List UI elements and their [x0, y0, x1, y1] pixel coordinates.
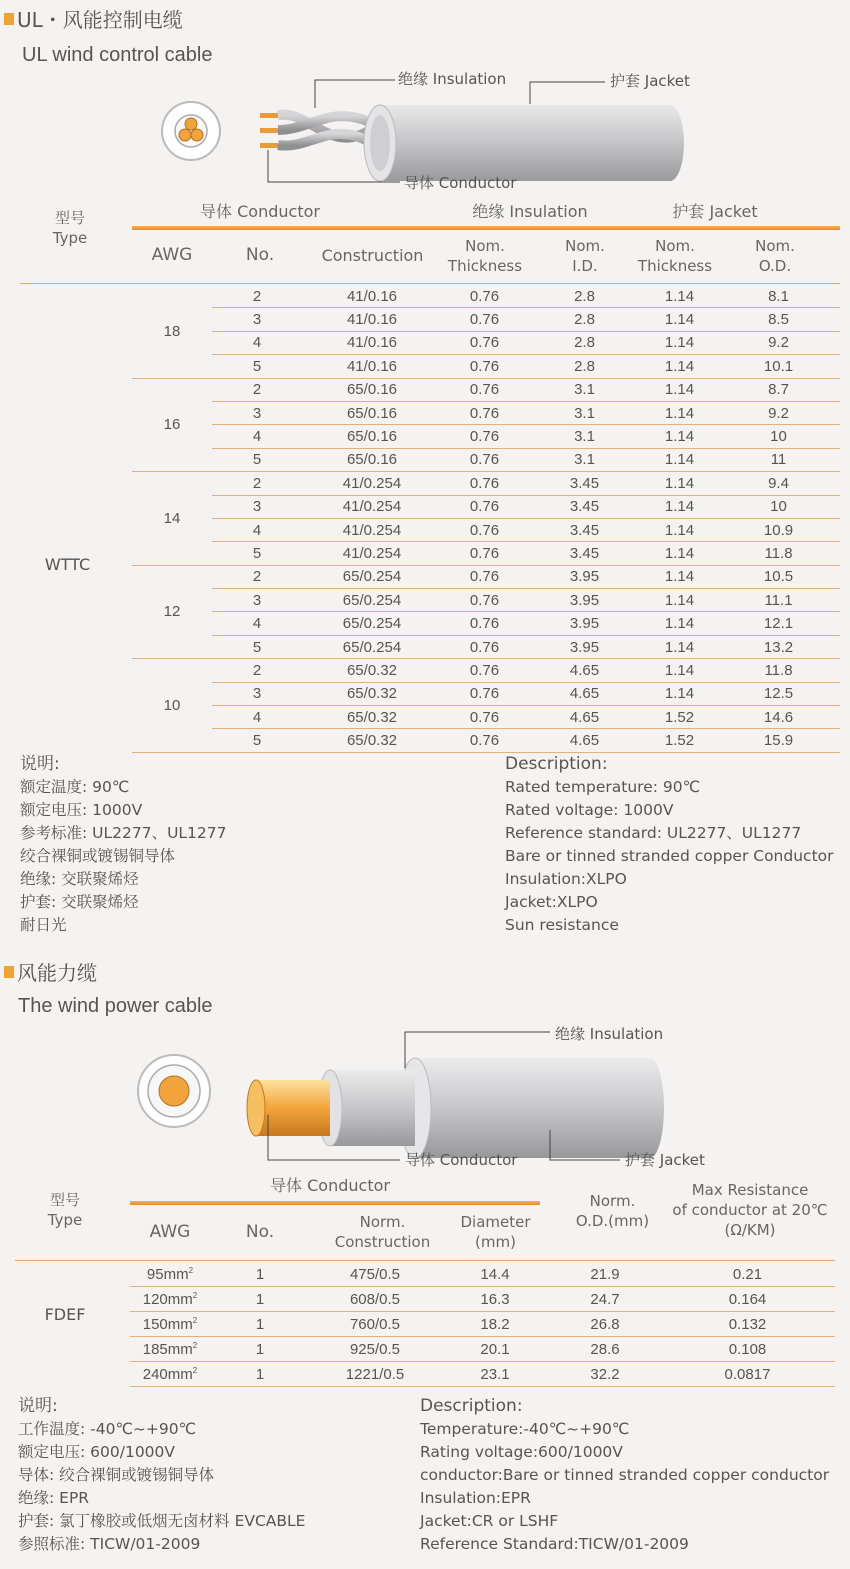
table-row — [132, 542, 840, 565]
ins-id-cell: 3.1 — [527, 448, 642, 471]
t1-jk-thickness-l2: Thickness — [637, 257, 713, 275]
no-cell: 1 — [210, 1287, 310, 1312]
ins-thick-cell: 0.76 — [442, 355, 527, 378]
ins-thick-cell: 0.76 — [442, 308, 527, 331]
od-cell: 8.5 — [717, 308, 840, 331]
diameter-cell: 20.1 — [440, 1337, 550, 1362]
ins-thick-cell: 0.76 — [442, 495, 527, 518]
od-cell: 10.9 — [717, 518, 840, 541]
od-cell: 11.8 — [717, 542, 840, 565]
construction-cell: 41/0.254 — [302, 472, 442, 495]
no-cell: 5 — [212, 355, 302, 378]
t1-ins-thickness-l1: Nom. — [465, 237, 505, 255]
od-cell: 21.9 — [550, 1262, 660, 1287]
note-line: conductor:Bare or tinned stranded copper conductor — [420, 1466, 830, 1484]
note-line: 额定电压: 600/1000V — [18, 1443, 176, 1461]
ins-id-cell: 3.45 — [527, 495, 642, 518]
ins-thick-cell: 0.76 — [442, 378, 527, 401]
awg-cell — [130, 1262, 210, 1287]
note-line: Jacket:XLPO — [505, 893, 598, 911]
t2-res-l3: (Ω/KM) — [724, 1221, 776, 1239]
ins-thick-cell: 0.76 — [442, 518, 527, 541]
diagram2-jacket-label: 护套 Jacket — [625, 1151, 705, 1169]
note-line: 参照标准: TICW/01-2009 — [18, 1535, 201, 1553]
ins-id-cell: 2.8 — [527, 355, 642, 378]
t1-insulation-group: 绝缘 Insulation — [472, 202, 588, 221]
note-line: Reference standard: UL2277、UL1277 — [505, 824, 802, 842]
ins-id-cell: 3.45 — [527, 472, 642, 495]
awg-cell — [130, 1362, 210, 1387]
construction-cell: 41/0.16 — [302, 285, 442, 308]
ins-thick-cell: 0.76 — [442, 729, 527, 752]
note-line: Rated voltage: 1000V — [505, 801, 674, 819]
jk-thick-cell: 1.14 — [642, 518, 717, 541]
no-cell: 4 — [212, 612, 302, 635]
ins-thick-cell: 0.76 — [442, 706, 527, 729]
od-cell: 9.2 — [717, 331, 840, 354]
t2-diameter-header — [448, 1212, 543, 1252]
res-cell: 0.21 — [660, 1262, 835, 1287]
t1-ins-id-header — [545, 236, 625, 276]
table-row — [130, 1312, 835, 1337]
t2-od-l1: Norm. — [589, 1192, 636, 1210]
t1-type-value: WTTC — [44, 555, 91, 574]
od-cell: 12.1 — [717, 612, 840, 635]
od-cell: 11 — [717, 448, 840, 471]
table-row — [132, 682, 840, 705]
no-cell: 2 — [212, 659, 302, 682]
t2-type-value: FDEF — [44, 1305, 86, 1324]
od-cell: 8.7 — [717, 378, 840, 401]
table-row — [132, 612, 840, 635]
construction-cell: 65/0.16 — [302, 448, 442, 471]
construction-cell: 41/0.16 — [302, 308, 442, 331]
od-cell: 11.1 — [717, 589, 840, 612]
t1-type-en: Type — [52, 229, 88, 247]
no-cell: 5 — [212, 448, 302, 471]
t1-type-header — [30, 208, 110, 248]
awg-superscript: 2 — [188, 1265, 194, 1275]
multi-core-cross-section-icon — [160, 100, 222, 162]
jk-thick-cell: 1.14 — [642, 331, 717, 354]
no-cell: 2 — [212, 378, 302, 401]
t1-construction-header: Construction — [321, 246, 424, 265]
construction-cell: 65/0.32 — [302, 706, 442, 729]
section2-title — [4, 957, 97, 986]
table-row — [132, 378, 840, 401]
notes-zh-heading: 说明: — [20, 754, 60, 774]
note-line: 导体: 绞合裸铜或镀锡铜导体 — [18, 1466, 215, 1484]
awg-cell: 12 — [132, 565, 212, 659]
note-line: 护套: 氯丁橡胶或低烟无卤材料 EVCABLE — [18, 1512, 306, 1530]
note-line: Rating voltage:600/1000V — [420, 1443, 623, 1461]
awg-value: 150mm — [142, 1315, 193, 1333]
t1-jk-thickness-header — [625, 236, 725, 276]
t1-jk-thickness-l1: Nom. — [655, 237, 695, 255]
table-row — [132, 706, 840, 729]
jk-thick-cell: 1.14 — [642, 612, 717, 635]
t2-resistance-header — [660, 1180, 840, 1240]
note-line: Rated temperature: 90℃ — [505, 778, 701, 796]
ins-thick-cell: 0.76 — [442, 589, 527, 612]
construction-cell: 41/0.16 — [302, 331, 442, 354]
construction-cell: 608/0.5 — [310, 1287, 440, 1312]
table-row — [132, 635, 840, 658]
table-row — [132, 331, 840, 354]
no-cell: 1 — [210, 1312, 310, 1337]
t1-awg-header: AWG — [151, 245, 193, 265]
section2-subtitle: The wind power cable — [18, 995, 213, 1017]
awg-cell — [130, 1312, 210, 1337]
res-cell: 0.108 — [660, 1337, 835, 1362]
note-line: 参考标准: UL2277、UL1277 — [20, 824, 227, 842]
t1-type-zh: 型号 — [54, 209, 85, 227]
t2-construction-l2: Construction — [334, 1233, 431, 1251]
no-cell: 4 — [212, 425, 302, 448]
jk-thick-cell: 1.52 — [642, 706, 717, 729]
diameter-cell: 23.1 — [440, 1362, 550, 1387]
jk-thick-cell: 1.14 — [642, 589, 717, 612]
ins-id-cell: 3.45 — [527, 518, 642, 541]
construction-cell: 475/0.5 — [310, 1262, 440, 1287]
construction-cell: 41/0.254 — [302, 518, 442, 541]
note-line: 额定电压: 1000V — [20, 801, 143, 819]
no-cell: 4 — [212, 706, 302, 729]
table-row — [132, 495, 840, 518]
ins-thick-cell: 0.76 — [442, 635, 527, 658]
notes-en-heading: Description: — [420, 1396, 523, 1416]
construction-cell: 65/0.254 — [302, 589, 442, 612]
od-cell: 10 — [717, 425, 840, 448]
t1-jk-od-l1: Nom. — [755, 237, 795, 255]
table-row — [132, 729, 840, 752]
table-row — [130, 1262, 835, 1287]
construction-cell: 65/0.32 — [302, 729, 442, 752]
t2-construction-l1: Norm. — [359, 1213, 406, 1231]
note-line: 工作温度: -40℃~+90℃ — [18, 1420, 196, 1438]
diameter-cell: 16.3 — [440, 1287, 550, 1312]
construction-cell: 65/0.16 — [302, 425, 442, 448]
t2-header-bottom-rule — [15, 1260, 835, 1261]
od-cell: 28.6 — [550, 1337, 660, 1362]
no-cell: 1 — [210, 1362, 310, 1387]
t2-construction-header — [320, 1212, 445, 1252]
ins-id-cell: 4.65 — [527, 706, 642, 729]
t1-header-bottom-rule — [20, 283, 840, 284]
jk-thick-cell: 1.14 — [642, 401, 717, 424]
note-line: Jacket:CR or LSHF — [420, 1512, 559, 1530]
ins-id-cell: 2.8 — [527, 285, 642, 308]
jk-thick-cell: 1.14 — [642, 308, 717, 331]
t1-jk-od-l2: O.D. — [758, 257, 792, 275]
ins-id-cell: 3.95 — [527, 565, 642, 588]
ins-id-cell: 3.95 — [527, 589, 642, 612]
construction-cell: 65/0.254 — [302, 565, 442, 588]
od-cell: 8.1 — [717, 285, 840, 308]
od-cell: 9.4 — [717, 472, 840, 495]
jk-thick-cell: 1.14 — [642, 495, 717, 518]
section1-title — [4, 4, 183, 33]
ins-thick-cell: 0.76 — [442, 425, 527, 448]
od-cell: 10 — [717, 495, 840, 518]
construction-cell: 65/0.254 — [302, 635, 442, 658]
ins-id-cell: 3.1 — [527, 401, 642, 424]
od-cell: 10.1 — [717, 355, 840, 378]
construction-cell: 65/0.254 — [302, 612, 442, 635]
ins-thick-cell: 0.76 — [442, 331, 527, 354]
t2-diameter-l1: Diameter — [460, 1213, 531, 1231]
note-line: Sun resistance — [505, 916, 619, 934]
construction-cell: 41/0.16 — [302, 355, 442, 378]
section1-notes-en — [505, 753, 834, 937]
t2-type-zh: 型号 — [49, 1191, 80, 1209]
awg-superscript: 2 — [192, 1365, 198, 1375]
t2-res-l2: of conductor at 20℃ — [672, 1201, 828, 1219]
no-cell: 5 — [212, 729, 302, 752]
od-cell: 15.9 — [717, 729, 840, 752]
jk-thick-cell: 1.52 — [642, 729, 717, 752]
ins-thick-cell: 0.76 — [442, 285, 527, 308]
awg-cell: 16 — [132, 378, 212, 472]
notes-en-heading: Description: — [505, 754, 608, 774]
note-line: 绞合裸铜或镀锡铜导体 — [20, 847, 176, 865]
table-row — [132, 659, 840, 682]
section1-notes-zh — [20, 753, 227, 937]
jk-thick-cell: 1.14 — [642, 472, 717, 495]
t1-ins-thickness-header — [435, 236, 535, 276]
ins-thick-cell: 0.76 — [442, 659, 527, 682]
diagram1-jacket-label: 护套 Jacket — [610, 72, 690, 90]
jk-thick-cell: 1.14 — [642, 635, 717, 658]
ins-id-cell: 3.1 — [527, 378, 642, 401]
awg-cell: 14 — [132, 472, 212, 566]
ins-thick-cell: 0.76 — [442, 565, 527, 588]
construction-cell: 925/0.5 — [310, 1337, 440, 1362]
od-cell: 9.2 — [717, 401, 840, 424]
no-cell: 2 — [212, 472, 302, 495]
notes-zh-heading: 说明: — [18, 1396, 58, 1416]
ins-id-cell: 3.95 — [527, 612, 642, 635]
title-marker-icon — [4, 966, 14, 978]
note-line: 绝缘: 交联聚烯烃 — [20, 870, 139, 888]
diagram2-insulation-label: 绝缘 Insulation — [555, 1025, 664, 1043]
section1-title-text: UL・风能控制电缆 — [17, 8, 183, 32]
no-cell: 4 — [212, 518, 302, 541]
note-line: Temperature:-40℃~+90℃ — [420, 1420, 630, 1438]
ins-thick-cell: 0.76 — [442, 472, 527, 495]
jk-thick-cell: 1.14 — [642, 285, 717, 308]
construction-cell: 760/0.5 — [310, 1312, 440, 1337]
t2-awg-header: AWG — [149, 1222, 191, 1242]
od-cell: 32.2 — [550, 1362, 660, 1387]
res-cell: 0.164 — [660, 1287, 835, 1312]
t1-ins-thickness-l2: Thickness — [447, 257, 523, 275]
t2-type-en: Type — [47, 1211, 83, 1229]
no-cell: 3 — [212, 682, 302, 705]
table-row — [132, 425, 840, 448]
od-cell: 24.7 — [550, 1287, 660, 1312]
no-cell: 3 — [212, 308, 302, 331]
note-line: 耐日光 — [20, 916, 67, 934]
note-line: Insulation:EPR — [420, 1489, 531, 1507]
t2-res-l1: Max Resistance — [691, 1181, 809, 1199]
t1-jk-od-header — [735, 236, 815, 276]
no-cell: 4 — [212, 331, 302, 354]
od-cell: 11.8 — [717, 659, 840, 682]
section2-notes-en — [420, 1395, 829, 1556]
t2-od-header — [570, 1191, 655, 1231]
no-cell: 3 — [212, 401, 302, 424]
t1-no-header: No. — [245, 245, 275, 265]
awg-value: 185mm — [142, 1340, 193, 1358]
table-row — [130, 1362, 835, 1387]
wind-control-cable-table — [132, 285, 840, 753]
table-row — [132, 448, 840, 471]
wind-power-cable-table — [130, 1262, 835, 1387]
t2-conductor-group: 导体 Conductor — [270, 1176, 390, 1195]
table-row — [132, 285, 840, 308]
construction-cell: 1221/0.5 — [310, 1362, 440, 1387]
ins-id-cell: 2.8 — [527, 308, 642, 331]
note-line: 绝缘: EPR — [18, 1489, 90, 1507]
ins-id-cell: 3.1 — [527, 425, 642, 448]
construction-cell: 65/0.32 — [302, 682, 442, 705]
jk-thick-cell: 1.14 — [642, 659, 717, 682]
section2-notes-zh — [18, 1395, 305, 1556]
t1-conductor-group: 导体 Conductor — [200, 202, 320, 221]
no-cell: 2 — [212, 285, 302, 308]
t1-header-rule — [132, 226, 840, 230]
jk-thick-cell: 1.14 — [642, 448, 717, 471]
construction-cell: 41/0.254 — [302, 542, 442, 565]
table-row — [132, 589, 840, 612]
table-row — [132, 472, 840, 495]
construction-cell: 65/0.32 — [302, 659, 442, 682]
ins-id-cell: 3.95 — [527, 635, 642, 658]
ins-thick-cell: 0.76 — [442, 542, 527, 565]
awg-cell: 10 — [132, 659, 212, 753]
table-row — [132, 355, 840, 378]
section2-title-text: 风能力缆 — [17, 961, 97, 985]
res-cell: 0.132 — [660, 1312, 835, 1337]
t1-ins-id-l2: I.D. — [572, 257, 598, 275]
t1-jacket-group: 护套 Jacket — [672, 202, 758, 221]
table-row — [130, 1337, 835, 1362]
note-line: Bare or tinned stranded copper Conductor — [505, 847, 834, 865]
ins-thick-cell: 0.76 — [442, 448, 527, 471]
diagram2-conductor-label: 导体 Conductor — [405, 1151, 518, 1169]
ins-id-cell: 4.65 — [527, 682, 642, 705]
section1-subtitle: UL wind control cable — [22, 44, 213, 66]
jk-thick-cell: 1.14 — [642, 565, 717, 588]
table-row — [130, 1287, 835, 1312]
t1-ins-id-l1: Nom. — [565, 237, 605, 255]
awg-cell — [130, 1287, 210, 1312]
diameter-cell: 18.2 — [440, 1312, 550, 1337]
construction-cell: 65/0.16 — [302, 378, 442, 401]
t2-type-header — [25, 1190, 105, 1230]
t2-od-l2: O.D.(mm) — [575, 1212, 650, 1230]
no-cell: 5 — [212, 635, 302, 658]
note-line: 额定温度: 90℃ — [20, 778, 130, 796]
t2-no-header: No. — [245, 1222, 275, 1242]
t2-header-rule — [130, 1201, 540, 1205]
ins-thick-cell: 0.76 — [442, 401, 527, 424]
awg-value: 120mm — [142, 1290, 193, 1308]
ins-id-cell: 4.65 — [527, 659, 642, 682]
jk-thick-cell: 1.14 — [642, 682, 717, 705]
diagram1-insulation-label: 绝缘 Insulation — [398, 70, 507, 88]
single-core-cross-section-icon — [136, 1053, 212, 1129]
od-cell: 12.5 — [717, 682, 840, 705]
ins-id-cell: 4.65 — [527, 729, 642, 752]
jk-thick-cell: 1.14 — [642, 355, 717, 378]
awg-cell — [130, 1337, 210, 1362]
awg-value: 240mm — [142, 1365, 193, 1383]
jk-thick-cell: 1.14 — [642, 542, 717, 565]
construction-cell: 65/0.16 — [302, 401, 442, 424]
res-cell: 0.0817 — [660, 1362, 835, 1387]
ins-thick-cell: 0.76 — [442, 612, 527, 635]
note-line: 护套: 交联聚烯烃 — [20, 893, 139, 911]
no-cell: 1 — [210, 1262, 310, 1287]
od-cell: 14.6 — [717, 706, 840, 729]
od-cell: 10.5 — [717, 565, 840, 588]
ins-id-cell: 2.8 — [527, 331, 642, 354]
note-line: Insulation:XLPO — [505, 870, 627, 888]
jk-thick-cell: 1.14 — [642, 425, 717, 448]
table-row — [132, 565, 840, 588]
od-cell: 26.8 — [550, 1312, 660, 1337]
jk-thick-cell: 1.14 — [642, 378, 717, 401]
awg-superscript: 2 — [192, 1290, 198, 1300]
awg-value: 95mm — [146, 1265, 189, 1283]
table-row — [132, 518, 840, 541]
no-cell: 5 — [212, 542, 302, 565]
no-cell: 3 — [212, 589, 302, 612]
diagram1-conductor-label: 导体 Conductor — [404, 174, 517, 192]
construction-cell: 41/0.254 — [302, 495, 442, 518]
no-cell: 3 — [212, 495, 302, 518]
ins-id-cell: 3.45 — [527, 542, 642, 565]
title-marker-icon — [4, 13, 14, 25]
no-cell: 2 — [212, 565, 302, 588]
diameter-cell: 14.4 — [440, 1262, 550, 1287]
table-row — [132, 401, 840, 424]
awg-superscript: 2 — [192, 1340, 198, 1350]
no-cell: 1 — [210, 1337, 310, 1362]
table-row — [132, 308, 840, 331]
ins-thick-cell: 0.76 — [442, 682, 527, 705]
note-line: Reference Standard:TICW/01-2009 — [420, 1535, 689, 1553]
awg-cell: 18 — [132, 285, 212, 378]
awg-superscript: 2 — [192, 1315, 198, 1325]
od-cell: 13.2 — [717, 635, 840, 658]
t2-diameter-l2: (mm) — [475, 1233, 516, 1251]
